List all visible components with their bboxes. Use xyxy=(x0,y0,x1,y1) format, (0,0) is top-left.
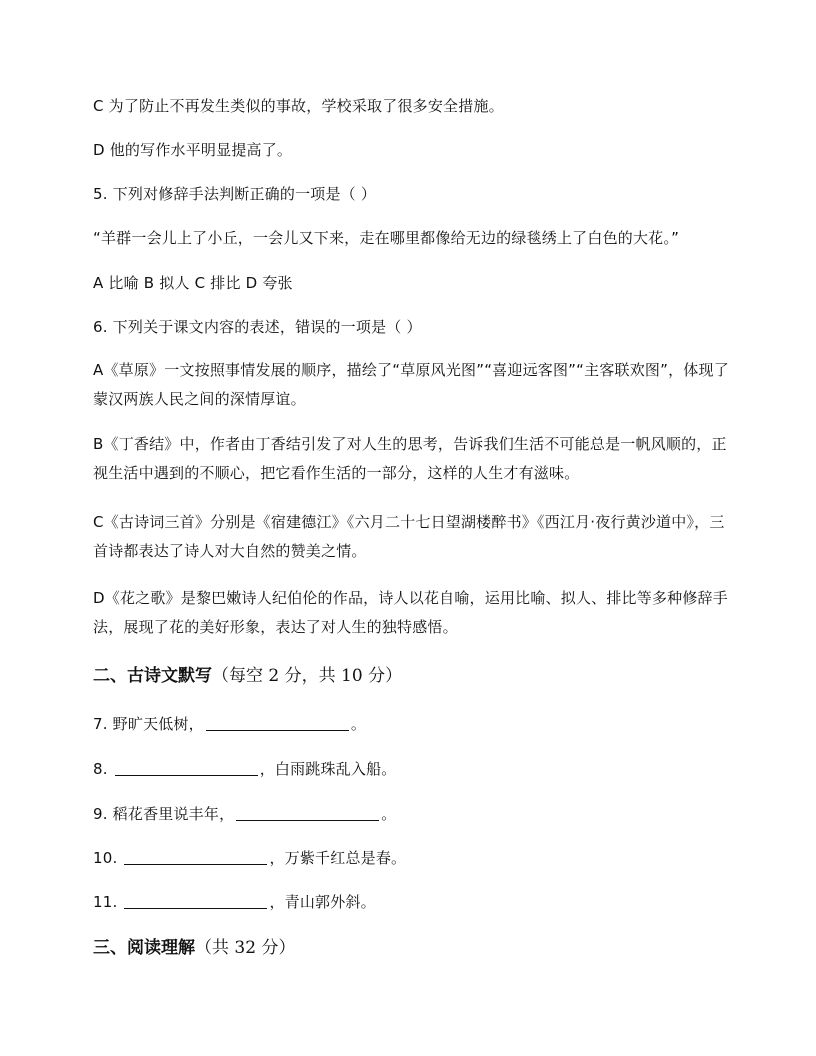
q4-option-c: C 为了防止不再发生类似的事故，学校采取了很多安全措施。 xyxy=(93,97,504,115)
q5-quote: “羊群一会儿上了小丘，一会儿又下来，走在哪里都像给无边的绿毯绣上了白色的大花。” xyxy=(93,229,680,247)
fill-item-prefix: 8. xyxy=(93,760,113,778)
q6-option-a: A《草原》一文按照事情发展的顺序，描绘了“草原风光图”“喜迎远客图”“主客联欢图”，体现了蒙汉两族人民之间的深情厚谊。 xyxy=(93,361,729,408)
section3-note: （共 32 分） xyxy=(195,938,296,958)
q4-option-d: D 他的写作水平明显提高了。 xyxy=(93,141,293,159)
fill-item-10 xyxy=(93,848,406,868)
fill-item-suffix: ，青山郭外斜。 xyxy=(269,893,376,911)
q6-option-c: C《古诗词三首》分别是《宿建德江》《六月二十七日望湖楼醉书》《西江月·夜行黄沙道中》，三首诗都表达了诗人对大自然的赞美之情。 xyxy=(93,513,725,560)
section3-title: 三、阅读理解 xyxy=(93,938,195,958)
answer-blank[interactable] xyxy=(236,806,379,821)
answer-blank[interactable] xyxy=(124,894,267,909)
fill-item-prefix: 7. 野旷天低树， xyxy=(93,715,204,733)
q6-option-b: B《丁香结》中，作者由丁香结引发了对人生的思考，告诉我们生活不可能总是一帆风顺的，正视生活中遇到的不顺心，把它看作生活的一部分，这样的人生才有滋味。 xyxy=(93,435,727,482)
answer-blank[interactable] xyxy=(124,850,267,865)
fill-item-7 xyxy=(93,714,366,734)
section3-heading xyxy=(93,937,295,959)
fill-item-suffix: 。 xyxy=(381,805,397,823)
fill-item-prefix: 10. xyxy=(93,849,123,867)
section2-heading xyxy=(93,665,402,687)
answer-blank[interactable] xyxy=(115,761,258,776)
fill-item-9 xyxy=(93,804,396,824)
fill-item-suffix: 。 xyxy=(350,715,367,733)
q6-option-d: D《花之歌》是黎巴嫩诗人纪伯伦的作品，诗人以花自喻，运用比喻、拟人、排比等多种修辞手法，展现了花的美好形象，表达了对人生的独特感悟。 xyxy=(93,589,728,636)
fill-item-prefix: 9. 稻花香里说丰年， xyxy=(93,805,235,823)
fill-item-suffix: ，万紫千红总是春。 xyxy=(269,849,407,867)
fill-item-suffix: ，白雨跳珠乱入船。 xyxy=(259,760,397,778)
fill-item-8 xyxy=(93,759,397,779)
answer-blank[interactable] xyxy=(206,716,349,731)
section2-note: （每空 2 分，共 10 分） xyxy=(212,666,403,686)
section2-title: 二、古诗文默写 xyxy=(93,666,212,686)
q5-options: A 比喻 B 拟人 C 排比 D 夸张 xyxy=(93,274,293,292)
q5-stem: 5. 下列对修辞手法判断正确的一项是（ ） xyxy=(93,185,377,203)
fill-item-prefix: 11. xyxy=(93,893,123,911)
fill-item-11 xyxy=(93,892,376,912)
q6-stem: 6. 下列关于课文内容的表述，错误的一项是（ ） xyxy=(93,318,422,336)
